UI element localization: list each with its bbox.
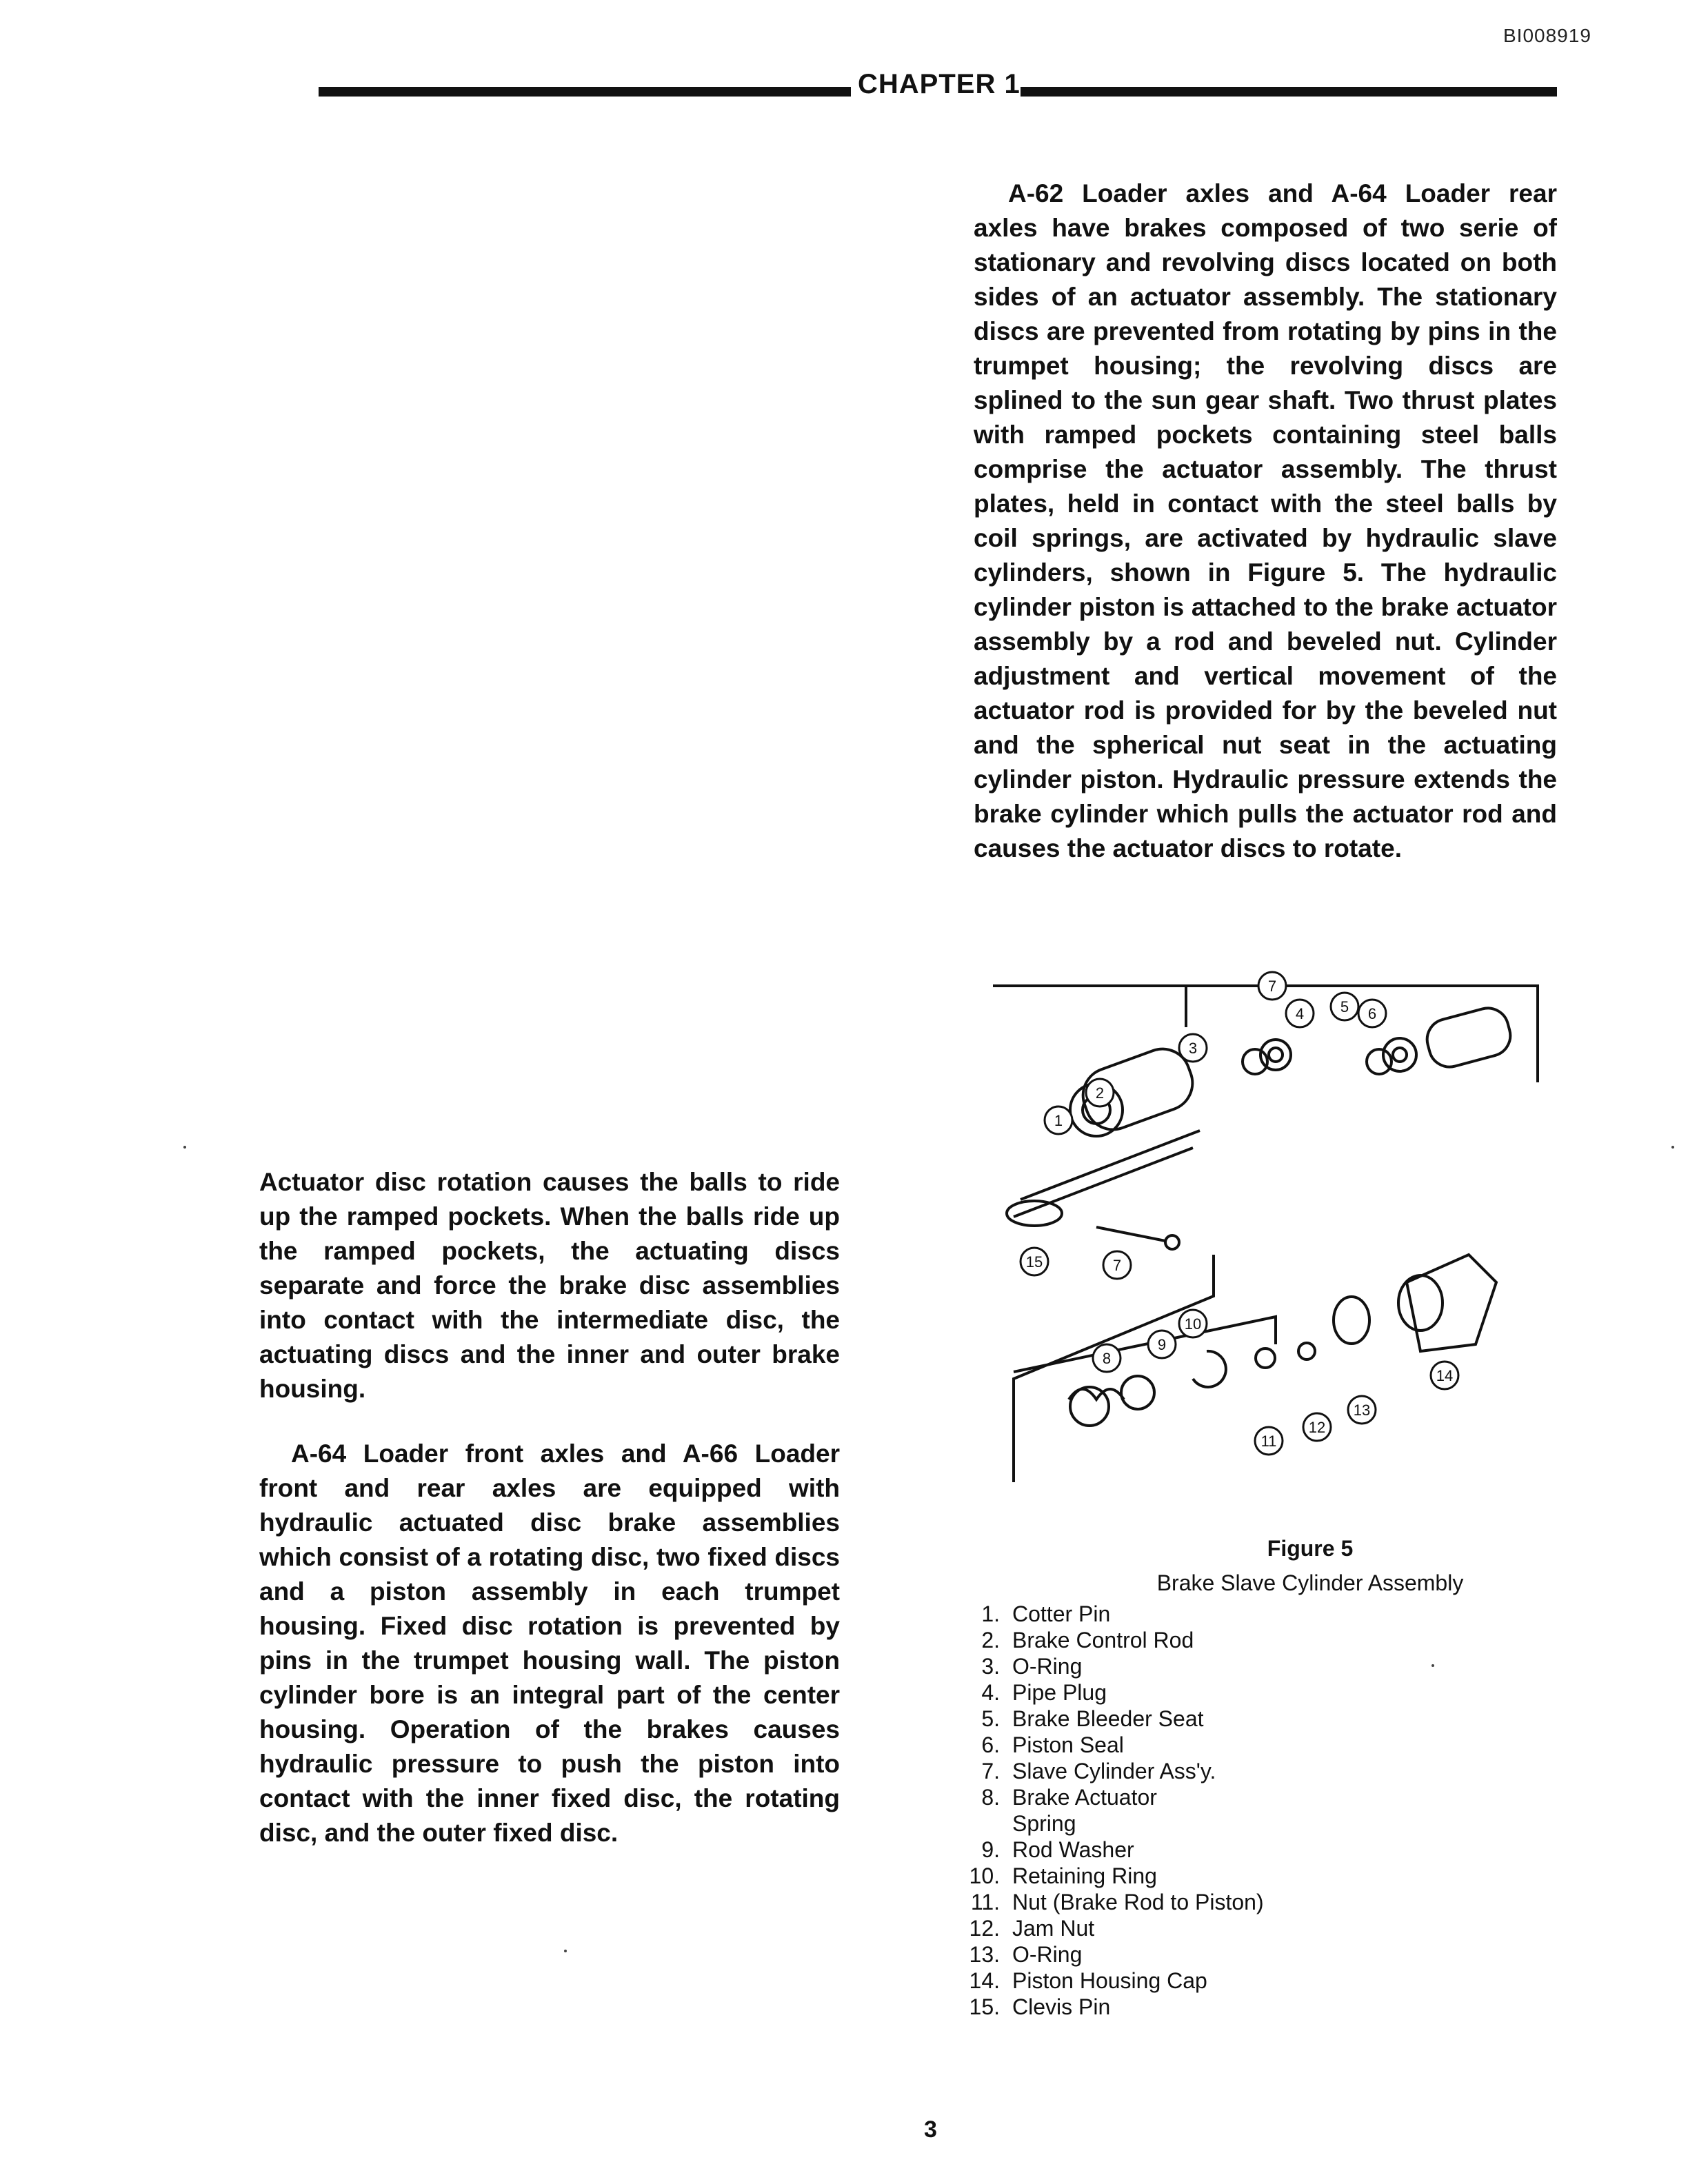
legend-number: 12. (969, 1916, 1000, 1941)
svg-text:8: 8 (1102, 1350, 1112, 1367)
callout-13 (1348, 1396, 1376, 1424)
svg-text:7: 7 (1267, 978, 1277, 995)
page-number: 3 (924, 2116, 937, 2143)
legend-item (958, 1863, 1510, 1889)
figure-title: Figure 5 (1267, 1536, 1354, 1561)
svg-text:5: 5 (1340, 998, 1349, 1015)
callout-10 (1179, 1310, 1207, 1337)
paragraph-actuator-rotation: Actuator disc rotation causes the balls to ride up the ramped pockets. When the balls ride up the ramped pockets, the actuating discs separate and force the brake disc assemblies into contact with the intermediate disc, the actuating discs and the inner and outer brake housing. (259, 1168, 840, 1403)
legend-text: O-Ring (1012, 1654, 1083, 1679)
legend-number: 11. (970, 1890, 1000, 1914)
callout-6 (1358, 1000, 1386, 1027)
legend-item (958, 1627, 1510, 1653)
legend-text: O-Ring (1012, 1942, 1083, 1967)
legend-item (958, 1601, 1510, 1627)
legend-text: Brake Actuator (1012, 1785, 1157, 1810)
chapter-title: CHAPTER 1 (858, 69, 1021, 99)
svg-text:3: 3 (1188, 1040, 1198, 1057)
callout-5 (1331, 993, 1358, 1020)
brake-slave-cylinder-diagram (986, 958, 1545, 1482)
legend-item (958, 1915, 1510, 1941)
svg-text:15: 15 (1025, 1253, 1043, 1271)
legend-text: Brake Bleeder Seat (1012, 1706, 1204, 1731)
legend-item (958, 1784, 1510, 1810)
callout-7-top (1258, 972, 1286, 1000)
legend-text: Jam Nut (1012, 1916, 1095, 1941)
svg-text:11: 11 (1260, 1433, 1277, 1450)
legend-item (958, 1732, 1510, 1758)
chapter-header (319, 69, 1557, 110)
paragraph-hydraulic-disc-brakes: A-64 Loader front axles and A-66 Loader front and rear axles are equipped with hydraulic actuated disc brake assemblies which consist of a rotating disc, two fixed discs and a piston assembly in each trumpet housing. Fixed disc rotation is prevented by pins in the trumpet housing wall. The piston cylinder bore is an integral part of the center housing. Operation of the brakes causes hydraulic pressure to push the piston into contact with the inner fixed disc, the rotating disc, and the outer fixed disc. (259, 1439, 840, 1847)
legend-item (958, 1810, 1510, 1837)
legend-item (958, 1706, 1510, 1732)
callout-8 (1093, 1344, 1121, 1372)
chapter-rule-right (1021, 87, 1557, 97)
legend-number: 14. (969, 1968, 1000, 1993)
legend-text: Brake Control Rod (1012, 1628, 1194, 1652)
legend-number: 2. (981, 1628, 1000, 1652)
legend-text: Piston Housing Cap (1012, 1968, 1207, 1993)
callout-2 (1086, 1079, 1114, 1106)
legend-text: Clevis Pin (1012, 1994, 1111, 2019)
legend-number: 13. (969, 1942, 1000, 1967)
callout-3 (1179, 1034, 1207, 1062)
scan-speck (183, 1146, 186, 1149)
scan-speck (1671, 1146, 1674, 1149)
figure-subtitle: Brake Slave Cylinder Assembly (1156, 1570, 1464, 1595)
legend-item (958, 1968, 1510, 1994)
legend-number: 3. (981, 1654, 1000, 1679)
svg-text:9: 9 (1157, 1336, 1167, 1353)
legend-item (958, 1994, 1510, 2020)
svg-text:10: 10 (1184, 1315, 1202, 1333)
legend-number: 6. (981, 1732, 1000, 1757)
paragraph-brake-composition: A-62 Loader axles and A-64 Loader rear axles have brakes composed of two serie of stationary and revolving discs located on both sides of an actuator assembly. The stationary discs are prevented from rotating by pins in the trumpet housing; the revolving discs are splined to the sun gear shaft. Two thrust plates with ramped pockets containing steel balls comprise the actuator assembly. The thrust plates, held in contact with the steel balls by coil springs, are activated by hydraulic slave cylinders, shown in Figure 5. The hydraulic cylinder piston is attached to the brake actuator assembly by a rod and beveled nut. Cylinder adjustment and vertical movement of the actuator rod is provided for by the beveled nut and the spherical nut seat in the actuating cylinder piston. Hydraulic pressure extends the brake cylinder which pulls the actuator rod and causes the actuator discs to rotate. (974, 179, 1557, 862)
legend-number: 5. (981, 1706, 1000, 1731)
svg-text:2: 2 (1095, 1084, 1105, 1102)
legend-number: 9. (981, 1837, 1000, 1862)
legend-text: Piston Seal (1012, 1732, 1124, 1757)
svg-text:7: 7 (1112, 1257, 1122, 1274)
svg-text:13: 13 (1353, 1402, 1371, 1419)
callout-9 (1148, 1331, 1176, 1358)
legend-number: 15. (969, 1994, 1000, 2019)
legend-item (958, 1679, 1510, 1706)
svg-text:4: 4 (1295, 1005, 1305, 1022)
legend-text: Retaining Ring (1012, 1863, 1157, 1888)
legend-text: Slave Cylinder Ass'y. (1012, 1759, 1216, 1783)
legend-item (958, 1941, 1510, 1968)
legend-number: 8. (981, 1785, 1000, 1810)
legend-text: Spring (1012, 1811, 1076, 1836)
legend-number: 1. (981, 1601, 1000, 1626)
callout-12 (1303, 1413, 1331, 1441)
figure-legend (958, 1601, 1510, 2020)
scan-speck (564, 1950, 567, 1952)
legend-text: Pipe Plug (1012, 1680, 1107, 1705)
svg-text:6: 6 (1367, 1005, 1377, 1022)
chapter-rule-left (319, 87, 851, 97)
legend-item (958, 1653, 1510, 1679)
legend-text: Rod Washer (1012, 1837, 1134, 1862)
callout-15 (1021, 1248, 1048, 1275)
svg-text:14: 14 (1436, 1367, 1454, 1384)
legend-item (958, 1837, 1510, 1863)
legend-text: Nut (Brake Rod to Piston) (1012, 1890, 1264, 1914)
svg-text:12: 12 (1308, 1419, 1326, 1436)
callout-7-bottom (1103, 1251, 1131, 1279)
callout-14 (1431, 1362, 1458, 1389)
document-id: BI008919 (1503, 25, 1591, 46)
figure-callouts (1021, 972, 1458, 1455)
svg-text:1: 1 (1054, 1112, 1063, 1129)
legend-text: Cotter Pin (1012, 1601, 1111, 1626)
legend-number: 7. (981, 1759, 1000, 1783)
legend-item (958, 1889, 1510, 1915)
scan-speck (1431, 1664, 1434, 1667)
legend-number: 10. (969, 1863, 1000, 1888)
callout-4 (1286, 1000, 1314, 1027)
legend-item (958, 1758, 1510, 1784)
callout-1 (1045, 1106, 1072, 1134)
callout-11 (1255, 1427, 1283, 1455)
legend-number: 4. (981, 1680, 1000, 1705)
